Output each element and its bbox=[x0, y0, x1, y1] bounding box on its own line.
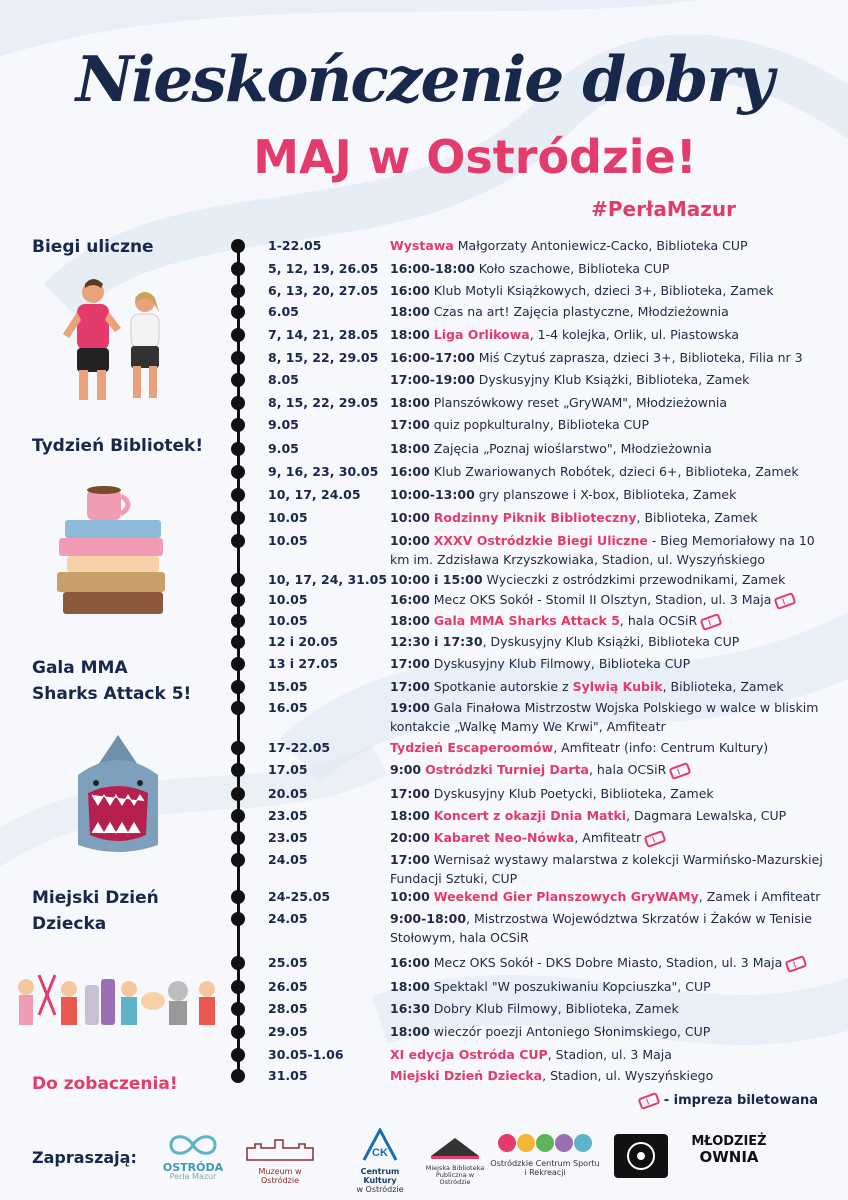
event-time: 10:00 bbox=[390, 889, 430, 904]
timeline-dot bbox=[231, 534, 245, 548]
event-text: Planszówkowy reset „GryWAM", Młodzieżownia bbox=[429, 395, 728, 410]
event-date: 26.05 bbox=[268, 979, 308, 994]
event-description bbox=[390, 439, 830, 458]
event-date: 24-25.05 bbox=[268, 889, 331, 904]
event-description bbox=[390, 850, 830, 888]
event-time: 16:00 bbox=[390, 464, 430, 479]
event-text: - Bieg Memoriałowy na 10 km im. Zdzisława Krzyszkowiaka, Stadion, ul. Wyszyńskiego bbox=[390, 533, 815, 567]
event-text: wieczór poezji Antoniego Słonimskiego, CUP bbox=[429, 1024, 711, 1039]
timeline-dot bbox=[231, 701, 245, 715]
timeline-dot bbox=[231, 573, 245, 587]
event-highlight: Wystawa bbox=[390, 238, 454, 253]
event-description bbox=[390, 485, 830, 504]
event-date: 13 i 27.05 bbox=[268, 656, 338, 671]
event-date: 10.05 bbox=[268, 613, 308, 628]
event-date: 10.05 bbox=[268, 592, 308, 607]
event-text: , Mistrzostwa Województwa Skrzatów i Żaków w Tenisie Stołowym, hala OCSiR bbox=[390, 911, 812, 945]
event-date: 10.05 bbox=[268, 533, 308, 548]
event-time: 16:30 bbox=[390, 1001, 430, 1016]
timeline-dot bbox=[231, 980, 245, 994]
ticket-icon bbox=[700, 612, 723, 630]
event-time: 10:00 bbox=[390, 510, 430, 525]
event-text: Spektakl "W poszukiwaniu Kopciuszka", CUP bbox=[429, 979, 711, 994]
book-icon bbox=[425, 1134, 485, 1160]
event-description bbox=[390, 325, 830, 344]
svg-text:CK: CK bbox=[372, 1147, 388, 1159]
timeline-dot bbox=[231, 1025, 245, 1039]
event-date: 1-22.05 bbox=[268, 238, 322, 253]
timeline-dot bbox=[231, 763, 245, 777]
event-description bbox=[390, 999, 830, 1018]
event-date: 7, 14, 21, 28.05 bbox=[268, 327, 379, 342]
event-description bbox=[390, 570, 830, 589]
side-heading-dzien-2: Dziecka bbox=[32, 914, 107, 934]
event-time: 16:00-17:00 bbox=[390, 350, 475, 365]
event-text: quiz popkulturalny, Biblioteka CUP bbox=[429, 417, 649, 432]
timeline-dot bbox=[231, 741, 245, 755]
logo-mlodziezownia: MŁODZIEŻ OWNIA bbox=[691, 1134, 767, 1166]
sport-rings-icon bbox=[495, 1132, 595, 1154]
event-time: 17:00 bbox=[390, 786, 430, 801]
event-time: 18:00 bbox=[390, 808, 430, 823]
event-text: , Biblioteka, Zamek bbox=[636, 510, 758, 525]
event-time: 17:00 bbox=[390, 852, 430, 867]
event-date: 17.05 bbox=[268, 762, 308, 777]
event-text: Spotkanie autorskie z bbox=[429, 679, 573, 694]
event-description bbox=[390, 632, 830, 651]
timeline-dot bbox=[231, 956, 245, 970]
disc-icon bbox=[626, 1141, 656, 1171]
event-highlight: Kabaret Neo-Nówka bbox=[433, 830, 575, 845]
runners-illustration bbox=[55, 272, 175, 412]
event-date: 20.05 bbox=[268, 786, 308, 801]
event-date: 9.05 bbox=[268, 417, 299, 432]
event-text: Gala Finałowa Mistrzostw Wojska Polskiego w walce w bliskim kontakcie „Walkę Mamy We Krwi", Amfiteatr bbox=[390, 700, 819, 734]
event-time: 9:00-18:00 bbox=[390, 911, 467, 926]
event-time: 18:00 bbox=[390, 1024, 430, 1039]
event-text: Zajęcia „Poznaj wioślarstwo", Młodzieżownia bbox=[429, 441, 712, 456]
event-time: 10:00 bbox=[390, 533, 430, 548]
event-text: Mecz OKS Sokół - DKS Dobre Miasto, Stadion, ul. 3 Maja bbox=[429, 955, 783, 970]
timeline-dot bbox=[231, 351, 245, 365]
kids-illustration bbox=[15, 965, 225, 1035]
event-description bbox=[390, 531, 830, 569]
event-time: 10:00-13:00 bbox=[390, 487, 475, 502]
side-heading-biegi: Biegi uliczne bbox=[32, 237, 154, 257]
event-date: 15.05 bbox=[268, 679, 308, 694]
event-date: 12 i 20.05 bbox=[268, 634, 338, 649]
event-time: 18:00 bbox=[390, 327, 430, 342]
event-description bbox=[390, 784, 830, 803]
side-heading-mma-1: Gala MMA bbox=[32, 658, 128, 678]
event-time: 16:00 bbox=[390, 955, 430, 970]
side-heading-biblioteki: Tydzień Bibliotek! bbox=[32, 436, 204, 456]
event-highlight: Koncert z okazji Dnia Matki bbox=[433, 808, 627, 823]
event-text: Dyskusyjny Klub Filmowy, Biblioteka CUP bbox=[429, 656, 691, 671]
timeline-dot bbox=[231, 396, 245, 410]
event-description bbox=[390, 977, 830, 996]
event-time: 16:00 bbox=[390, 283, 430, 298]
event-date: 23.05 bbox=[268, 830, 308, 845]
logo-biblioteka: Miejska Biblioteka Publiczna w Ostródzie bbox=[420, 1134, 490, 1186]
timeline-dot bbox=[231, 328, 245, 342]
event-text: Dyskusyjny Klub Książki, Biblioteka, Zamek bbox=[474, 372, 750, 387]
event-text: Czas na art! Zajęcia plastyczne, Młodzieżownia bbox=[429, 304, 729, 319]
timeline-dot bbox=[231, 1002, 245, 1016]
event-description bbox=[390, 281, 830, 300]
event-date: 10, 17, 24, 31.05 bbox=[268, 572, 388, 587]
event-date: 24.05 bbox=[268, 911, 308, 926]
legend-text: - impreza biletowana bbox=[663, 1093, 818, 1108]
event-description bbox=[390, 259, 830, 278]
event-date: 8, 15, 22, 29.05 bbox=[268, 350, 379, 365]
event-description bbox=[390, 348, 830, 367]
event-description bbox=[390, 828, 830, 847]
event-description bbox=[390, 738, 830, 757]
event-date: 9.05 bbox=[268, 441, 299, 456]
event-time: 12:30 i 17:30 bbox=[390, 634, 483, 649]
logo-centrum-kultury: CK Centrum Kultury w Ostródzie bbox=[345, 1128, 415, 1194]
ticket-legend bbox=[635, 1093, 818, 1108]
event-description bbox=[390, 415, 830, 434]
event-description bbox=[390, 760, 830, 779]
timeline-dot bbox=[231, 1048, 245, 1062]
event-time: 17:00-19:00 bbox=[390, 372, 475, 387]
event-date: 10, 17, 24.05 bbox=[268, 487, 361, 502]
event-text: Małgorzaty Antoniewicz-Cacko, Biblioteka CUP bbox=[453, 238, 748, 253]
timeline-dot bbox=[231, 853, 245, 867]
hashtag: #PerłaMazur bbox=[591, 197, 736, 221]
event-date: 30.05-1.06 bbox=[268, 1047, 344, 1062]
timeline-dot bbox=[231, 809, 245, 823]
event-time: 18:00 bbox=[390, 395, 430, 410]
ticket-icon bbox=[785, 954, 808, 972]
event-description bbox=[390, 611, 830, 630]
event-date: 28.05 bbox=[268, 1001, 308, 1016]
timeline-dot bbox=[231, 787, 245, 801]
event-description bbox=[390, 654, 830, 673]
event-description bbox=[390, 677, 830, 696]
event-text: Klub Zwariowanych Robótek, dzieci 6+, Biblioteka, Zamek bbox=[429, 464, 799, 479]
event-description bbox=[390, 953, 830, 972]
event-description bbox=[390, 1045, 830, 1064]
timeline-dot bbox=[231, 1069, 245, 1083]
event-text: Klub Motyli Książkowych, dzieci 3+, Biblioteka, Zamek bbox=[429, 283, 774, 298]
event-time: 20:00 bbox=[390, 830, 430, 845]
event-description bbox=[390, 302, 830, 321]
timeline-dot bbox=[231, 831, 245, 845]
event-time: 17:00 bbox=[390, 679, 430, 694]
event-time: 10:00 i 15:00 bbox=[390, 572, 483, 587]
invite-label: Zapraszają: bbox=[32, 1148, 137, 1167]
event-text: , Amfiteatr (info: Centrum Kultury) bbox=[553, 740, 769, 755]
event-text: , hala OCSiR bbox=[588, 762, 667, 777]
timeline-dot bbox=[231, 890, 245, 904]
event-date: 25.05 bbox=[268, 955, 308, 970]
side-heading-mma-2: Sharks Attack 5! bbox=[32, 684, 192, 704]
infinity-icon bbox=[163, 1132, 223, 1158]
event-highlight: XI edycja Ostróda CUP bbox=[390, 1047, 548, 1062]
timeline-dot bbox=[231, 262, 245, 276]
event-description bbox=[390, 236, 830, 255]
ticket-icon bbox=[669, 761, 692, 779]
event-time: 18:00 bbox=[390, 441, 430, 456]
event-text: Wycieczki z ostródzkimi przewodnikami, Zamek bbox=[482, 572, 786, 587]
event-text: gry planszowe i X-box, Biblioteka, Zamek bbox=[474, 487, 737, 502]
event-text: , Biblioteka, Zamek bbox=[662, 679, 784, 694]
event-date: 29.05 bbox=[268, 1024, 308, 1039]
ticket-icon bbox=[644, 829, 667, 847]
event-highlight: XXXV Ostródzkie Biegi Uliczne bbox=[433, 533, 648, 548]
event-date: 9, 16, 23, 30.05 bbox=[268, 464, 379, 479]
ck-arch-icon bbox=[360, 1128, 400, 1162]
event-highlight: Rodzinny Piknik Biblioteczny bbox=[433, 510, 637, 525]
event-text: Dobry Klub Filmowy, Biblioteka, Zamek bbox=[429, 1001, 679, 1016]
logo-dark-badge bbox=[614, 1134, 668, 1178]
event-text: , Dagmara Lewalska, CUP bbox=[626, 808, 787, 823]
castle-icon bbox=[245, 1138, 315, 1162]
event-time: 16:00 bbox=[390, 592, 430, 607]
event-highlight: Sylwią Kubik bbox=[572, 679, 663, 694]
event-description bbox=[390, 462, 830, 481]
event-text: , Zamek i Amfiteatr bbox=[698, 889, 821, 904]
timeline-dot bbox=[231, 593, 245, 607]
event-description bbox=[390, 1022, 830, 1041]
shark-illustration bbox=[68, 735, 168, 855]
books-illustration bbox=[55, 480, 175, 625]
timeline-dot bbox=[231, 239, 245, 253]
event-description bbox=[390, 508, 830, 527]
event-time: 18:00 bbox=[390, 613, 430, 628]
farewell-text: Do zobaczenia! bbox=[32, 1074, 178, 1094]
event-description bbox=[390, 1066, 830, 1085]
event-time: 9:00 bbox=[390, 762, 422, 777]
event-date: 10.05 bbox=[268, 510, 308, 525]
event-description bbox=[390, 806, 830, 825]
timeline-dot bbox=[231, 635, 245, 649]
event-text: Dyskusyjny Klub Poetycki, Biblioteka, Zamek bbox=[429, 786, 714, 801]
ticket-icon bbox=[774, 591, 797, 609]
timeline-dot bbox=[231, 912, 245, 926]
logo-ocsir: Ostródzkie Centrum Sportu i Rekreacji bbox=[490, 1132, 600, 1177]
timeline-dot bbox=[231, 373, 245, 387]
event-time: 18:00 bbox=[390, 304, 430, 319]
event-text: Mecz OKS Sokół - Stomil II Olsztyn, Stadion, ul. 3 Maja bbox=[429, 592, 772, 607]
event-description bbox=[390, 887, 830, 906]
timeline-dot bbox=[231, 680, 245, 694]
event-highlight: Liga Orlikowa bbox=[433, 327, 530, 342]
event-date: 5, 12, 19, 26.05 bbox=[268, 261, 379, 276]
event-date: 8, 15, 22, 29.05 bbox=[268, 395, 379, 410]
event-time: 17:00 bbox=[390, 656, 430, 671]
event-text: , Dyskusyjny Klub Książki, Biblioteka CUP bbox=[482, 634, 740, 649]
event-date: 8.05 bbox=[268, 372, 299, 387]
side-heading-dzien-1: Miejski Dzień bbox=[32, 888, 159, 908]
event-text: Koło szachowe, Biblioteka CUP bbox=[474, 261, 670, 276]
event-date: 31.05 bbox=[268, 1068, 308, 1083]
event-date: 6, 13, 20, 27.05 bbox=[268, 283, 379, 298]
event-date: 17-22.05 bbox=[268, 740, 331, 755]
event-time: 19:00 bbox=[390, 700, 430, 715]
logo-ostroda: OSTRÓDA Perła Mazur bbox=[158, 1132, 228, 1181]
ticket-icon bbox=[638, 1091, 661, 1109]
event-highlight: Weekend Gier Planszowych GryWAMy bbox=[433, 889, 699, 904]
event-highlight: Ostródzki Turniej Darta bbox=[425, 762, 589, 777]
event-description bbox=[390, 590, 830, 609]
event-text: , Amfiteatr bbox=[574, 830, 642, 845]
event-time: 17:00 bbox=[390, 417, 430, 432]
event-highlight: Gala MMA Sharks Attack 5 bbox=[433, 613, 620, 628]
event-text: , hala OCSiR bbox=[619, 613, 698, 628]
event-highlight: Tydzień Escaperoomów bbox=[390, 740, 554, 755]
event-description bbox=[390, 909, 830, 947]
timeline-dot bbox=[231, 305, 245, 319]
event-highlight: Miejski Dzień Dziecka bbox=[390, 1068, 543, 1083]
event-date: 23.05 bbox=[268, 808, 308, 823]
timeline-dot bbox=[231, 511, 245, 525]
timeline-dot bbox=[231, 657, 245, 671]
event-text: , Stadion, ul. 3 Maja bbox=[547, 1047, 672, 1062]
event-text: Wernisaż wystawy malarstwa z kolekcji Warmińsko-Mazurskiej Fundacji Sztuki, CUP bbox=[390, 852, 823, 886]
event-time: 16:00-18:00 bbox=[390, 261, 475, 276]
event-date: 24.05 bbox=[268, 852, 308, 867]
event-description bbox=[390, 393, 830, 412]
event-description bbox=[390, 698, 830, 736]
event-time: 18:00 bbox=[390, 979, 430, 994]
event-text: , 1-4 kolejka, Orlik, ul. Piastowska bbox=[529, 327, 740, 342]
timeline-dot bbox=[231, 418, 245, 432]
event-text: Miś Czytuś zaprasza, dzieci 3+, Biblioteka, Filia nr 3 bbox=[474, 350, 803, 365]
event-description bbox=[390, 370, 830, 389]
timeline-dot bbox=[231, 442, 245, 456]
event-text: , Stadion, ul. Wyszyńskiego bbox=[542, 1068, 714, 1083]
event-date: 6.05 bbox=[268, 304, 299, 319]
logo-muzeum: Muzeum w Ostródzie bbox=[240, 1138, 320, 1185]
page-title: Nieskończenie dobry bbox=[75, 42, 773, 116]
timeline-dot bbox=[231, 488, 245, 502]
timeline-dot bbox=[231, 284, 245, 298]
timeline-dot bbox=[231, 465, 245, 479]
page-subtitle: MAJ w Ostródzie! bbox=[253, 130, 697, 184]
timeline-dot bbox=[231, 614, 245, 628]
event-date: 16.05 bbox=[268, 700, 308, 715]
